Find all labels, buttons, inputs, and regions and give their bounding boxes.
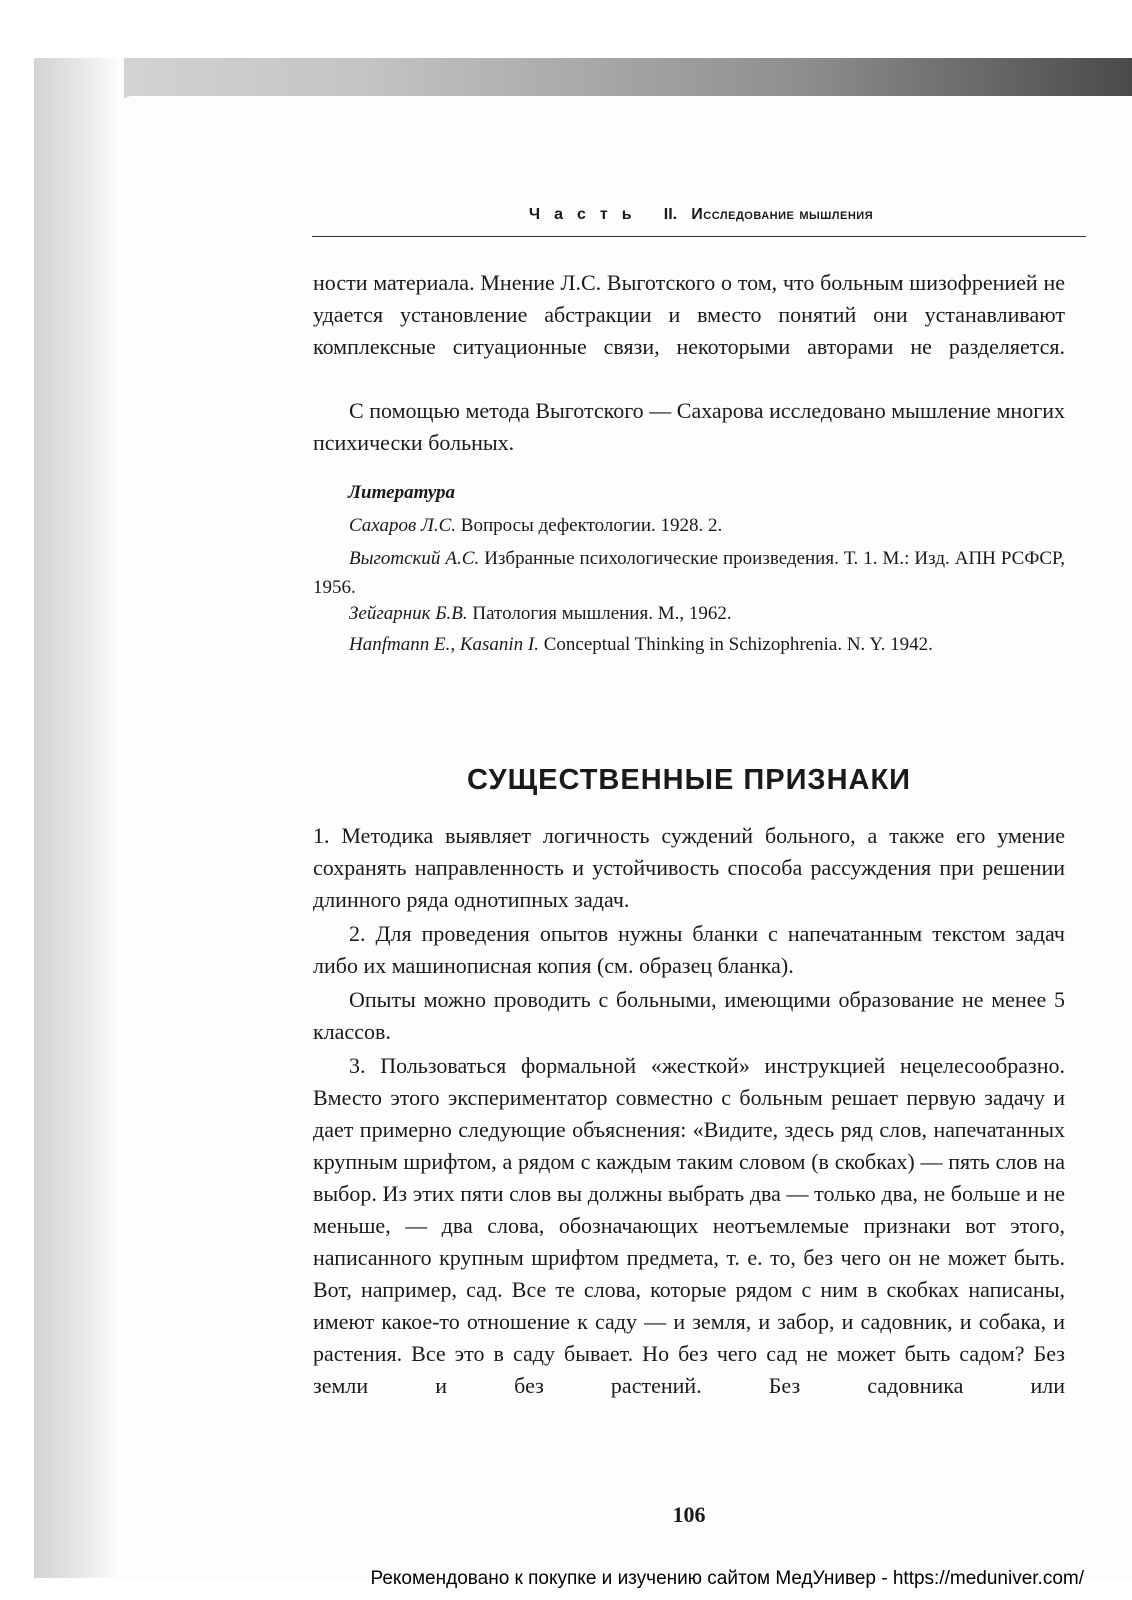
literature-title: Патология мышления. М., 1962. — [467, 603, 732, 624]
literature-title: Избранные психологические произведения. Т. 1. М.: Изд. АПН РСФСР, 1956. — [313, 548, 1065, 598]
running-head-part-number: II. — [663, 206, 678, 223]
running-head-title: Исследование мышления — [691, 206, 874, 223]
literature-title: Conceptual Thinking in Schizophrenia. N. Y. 1942. — [539, 634, 933, 655]
literature-author: Hanfmann E., Kasanin I. — [349, 634, 539, 655]
literature-author: Зейгарник Б.В. — [349, 603, 468, 624]
literature-author: Выготский А.С. — [349, 548, 480, 569]
section-title: СУЩЕСТВЕННЫЕ ПРИЗНАКИ — [466, 764, 912, 796]
running-head — [316, 206, 1086, 236]
running-head-part: Часть — [528, 206, 646, 223]
literature-item — [313, 630, 1065, 659]
literature-heading: Литература — [348, 482, 456, 503]
literature-item — [313, 544, 1065, 602]
header-rule — [312, 236, 1086, 237]
section-paragraph-4: 3. Пользоваться формальной «жесткой» инструкцией нецелесообразно. Вместо этого экспериментатор совместно с больным решает первую задачу и дает примерно следующие объяснения: «Видите, здесь ряд слов, напечатанных крупным шрифтом, а рядом с каждым таким словом (в скобках) — пять слов на выбор. Из этих пяти слов вы должны выбрать два — только два, не больше и не меньше, — два слова, обозначающих неотъемлемые признаки вот этого, написанного крупным шрифтом предмета, т. е. то, без чего он не может быть. Вот, например, сад. Все те слова, которые рядом с ним в скобках написаны, имеют какое-то отношение к саду — и земля, и забор, и садовник, и собака, и растения. Все это в саду бывает. Но без чего сад не может быть садом? Без земли и без растений. Без садовника или — [313, 1053, 1065, 1398]
paragraph-top-2: С помощью метода Выготского — Сахарова исследовано мышление многих психически больных. — [313, 398, 1065, 455]
section-paragraph-2: 2. Для проведения опытов нужны бланки с напечатанным текстом задач либо их машинописная копия (см. образец бланка). — [313, 921, 1065, 978]
literature-author: Сахаров Л.С. — [349, 515, 457, 536]
literature-item — [313, 511, 1065, 540]
literature-title: Вопросы дефектологии. 1928. 2. — [456, 515, 723, 536]
section-paragraph-1: 1. Методика выявляет логичность суждений больного, а также его умение сохранять направленность и устойчивость способа рассуждения при решении длинного ряда однотипных задач. — [313, 823, 1065, 912]
paragraph-top-1: ности материала. Мнение Л.С. Выготского о том, что больным шизофренией не удается установление абстракции и вместо понятий они устанавливают комплексные ситуационные связи, некоторыми авторами не разделяется. — [313, 270, 1065, 359]
section-paragraph-3: Опыты можно проводить с больными, имеющими образование не менее 5 классов. — [313, 987, 1065, 1044]
literature-item — [313, 599, 1065, 628]
page-number: 106 — [672, 1502, 706, 1527]
scan-shadow-left — [34, 58, 124, 1578]
footer-recommendation: Рекомендовано к покупке и изучению сайтом МедУнивер - https://meduniver.com/ — [370, 1568, 1084, 1589]
